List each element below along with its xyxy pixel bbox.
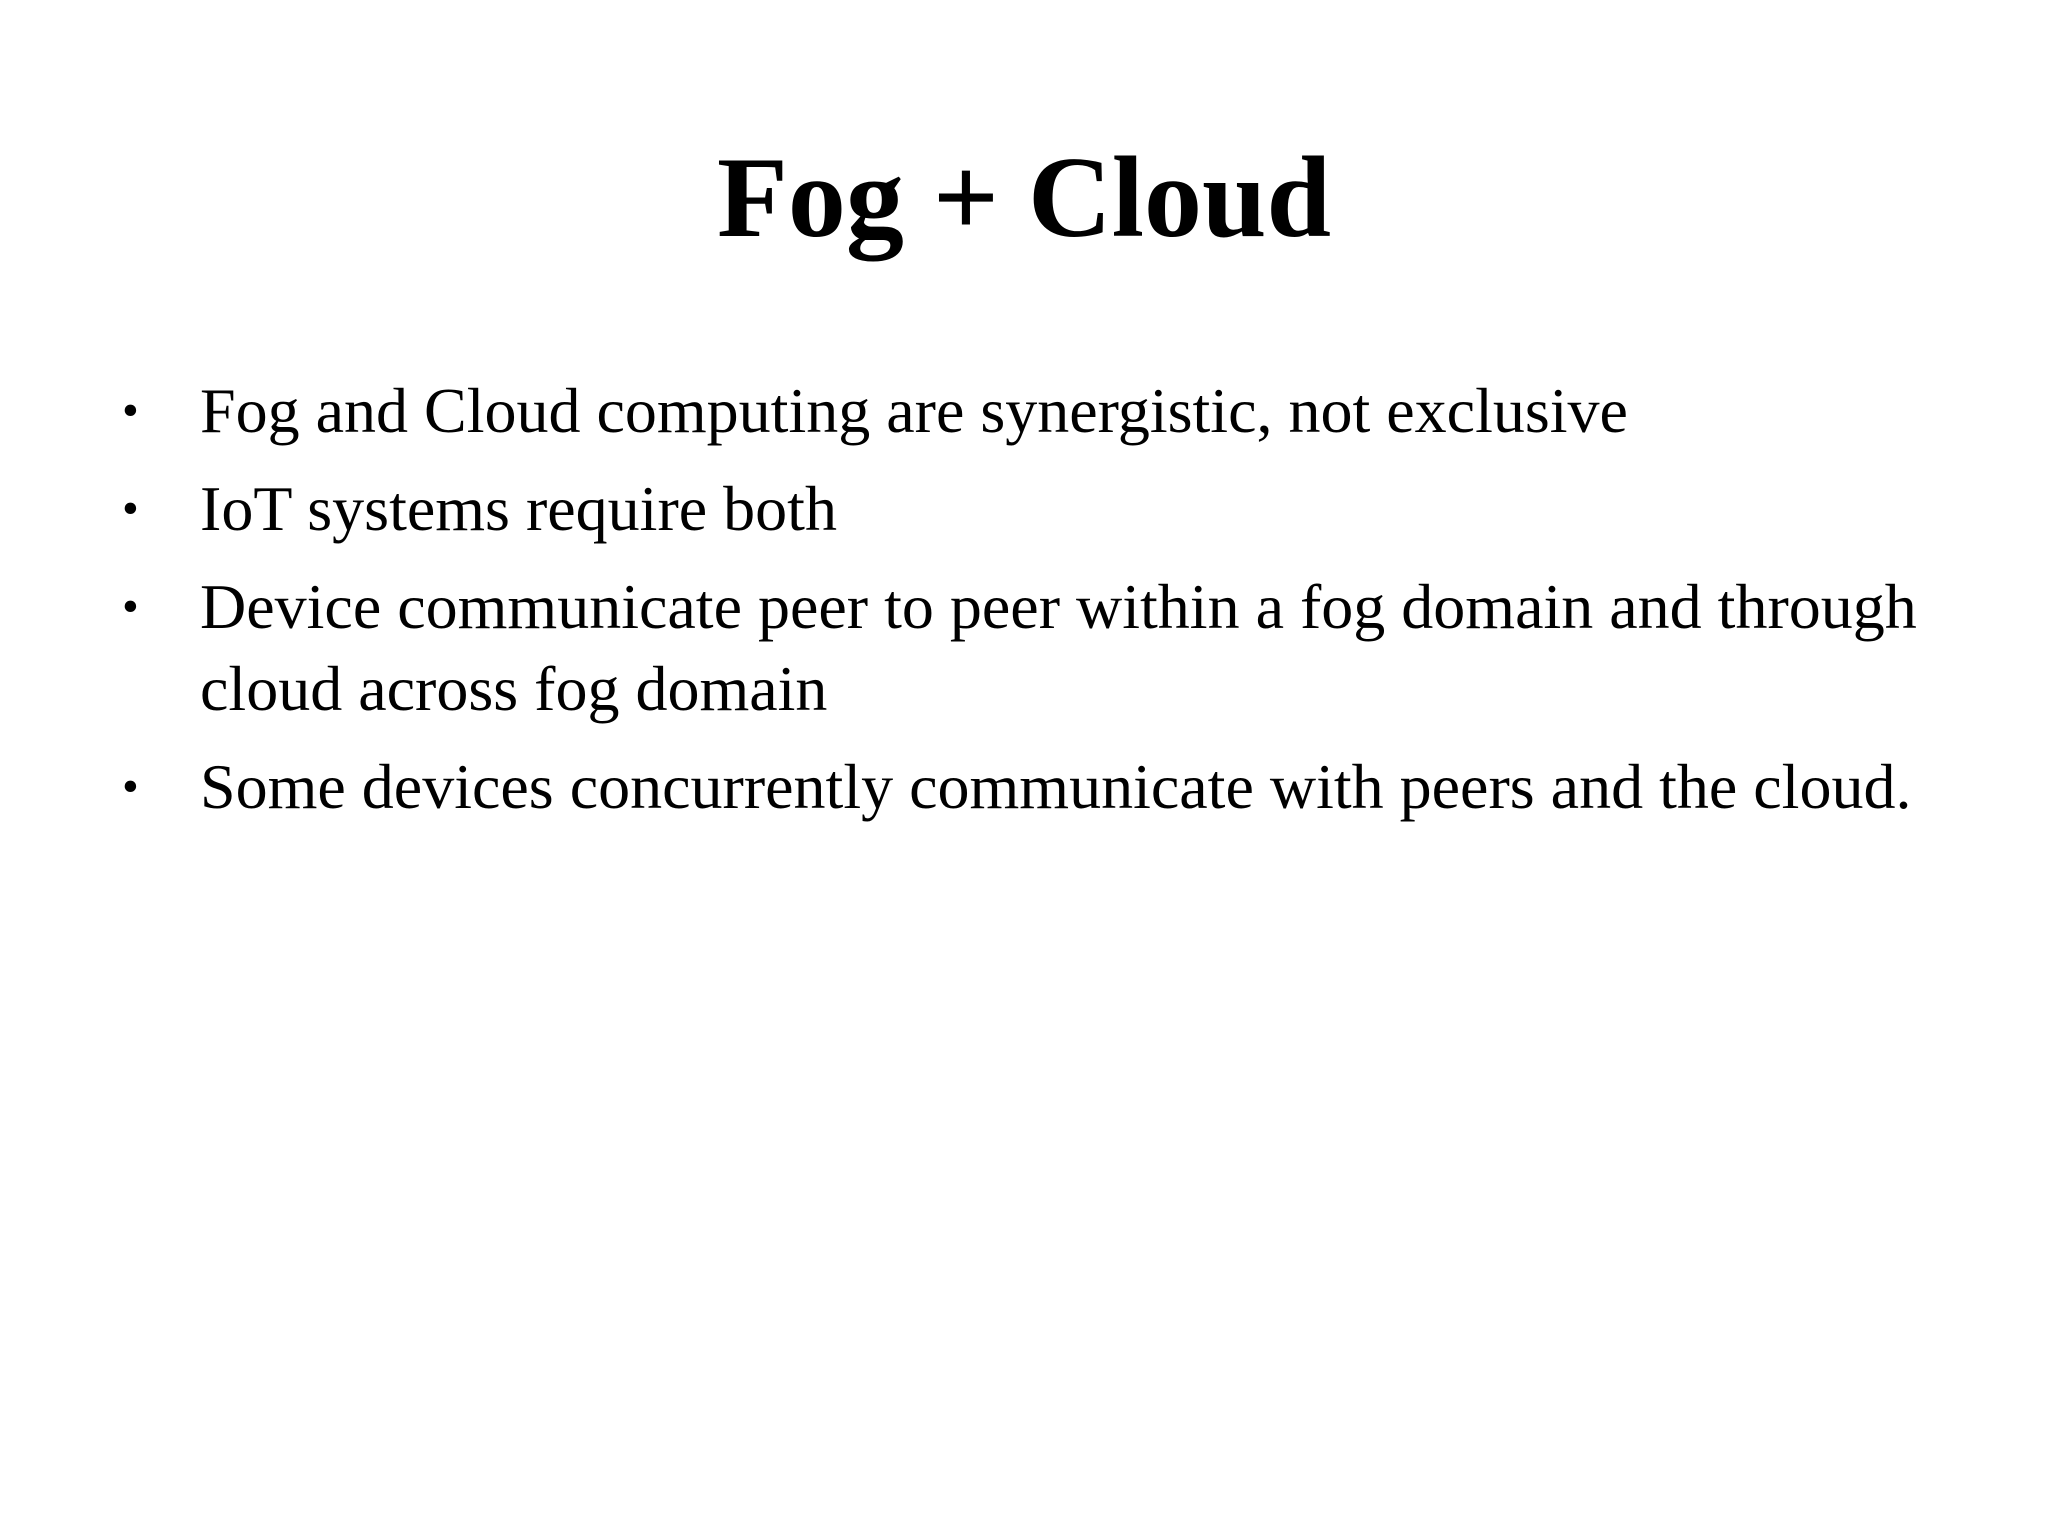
bullet-text: IoT systems require both — [200, 473, 837, 544]
bullet-text: Fog and Cloud computing are synergistic, not exclusive — [200, 375, 1628, 446]
bullet-item — [122, 566, 1920, 730]
bullet-item — [122, 746, 1920, 828]
bullet-text: Some devices concurrently communicate with peers and the cloud. — [200, 751, 1912, 822]
bullet-icon: • — [122, 580, 139, 633]
bullet-text: Device communicate peer to peer within a fog domain and through cloud across fog domain — [200, 571, 1917, 724]
bullet-item — [122, 468, 1920, 550]
slide-title: Fog + Cloud — [717, 134, 1331, 262]
bullet-icon: • — [122, 384, 139, 437]
bullet-icon: • — [122, 760, 139, 813]
bullet-list — [122, 370, 1920, 844]
bullet-item — [122, 370, 1920, 452]
bullet-icon: • — [122, 482, 139, 535]
